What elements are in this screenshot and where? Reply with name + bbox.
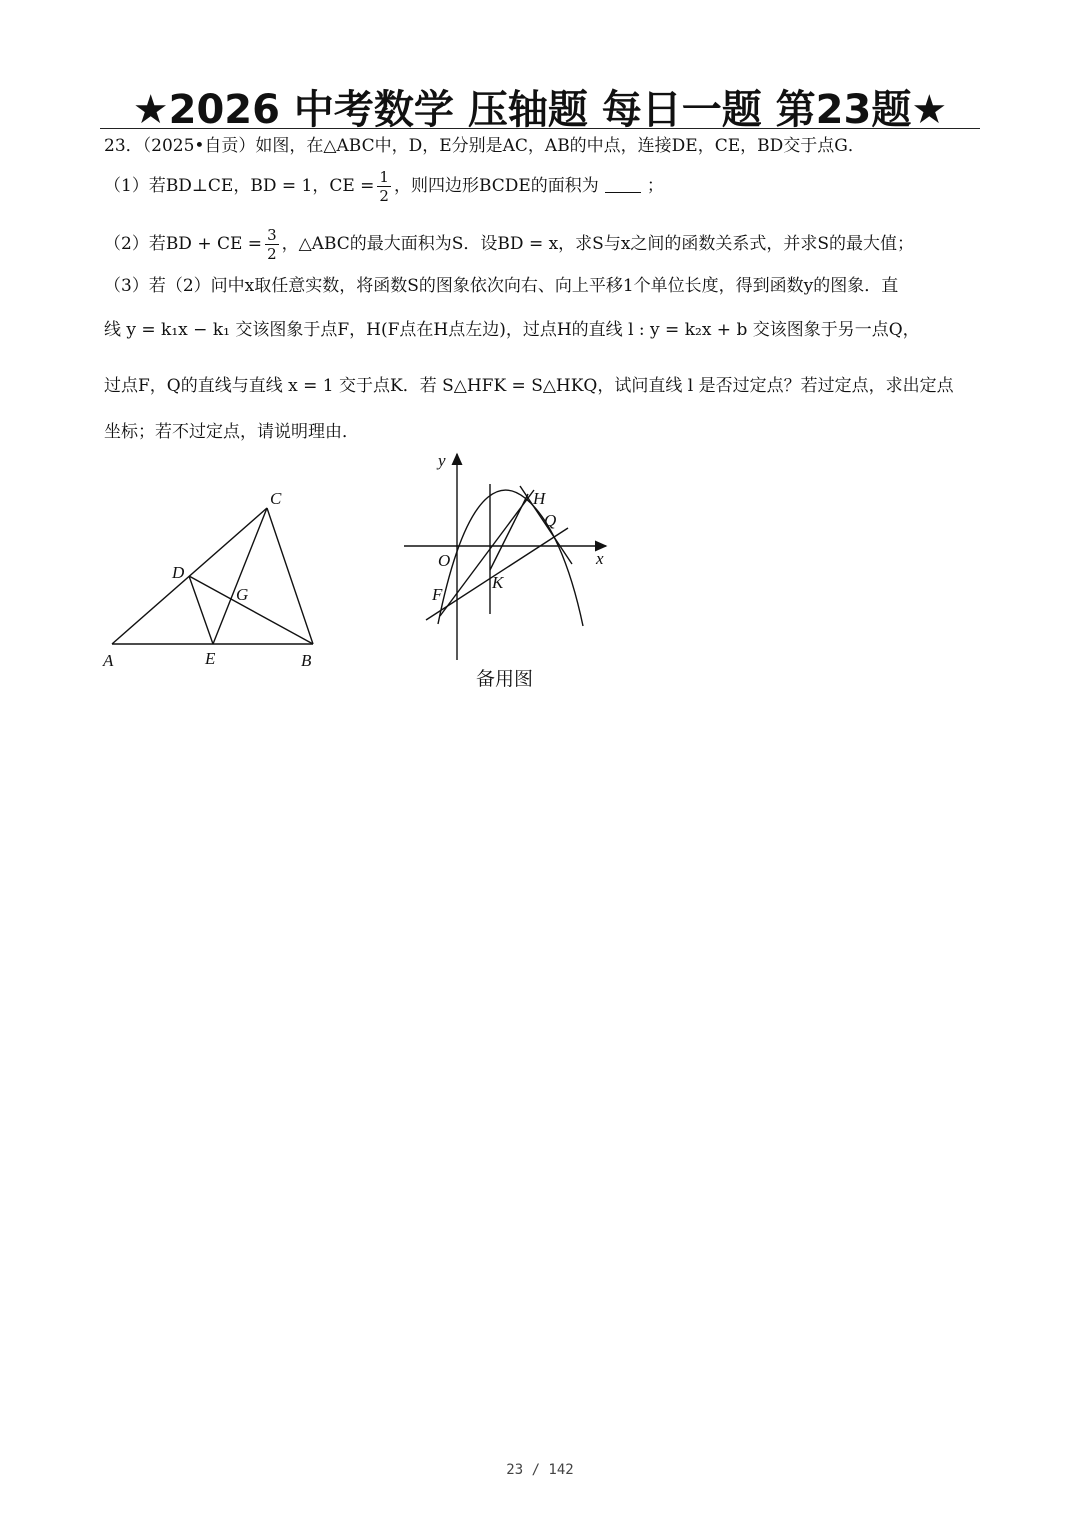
part1-text-b: ，则四边形BCDE的面积为: [393, 176, 599, 196]
label-q: Q: [544, 511, 557, 530]
label-d: D: [172, 563, 185, 582]
segment-ce: [213, 508, 267, 644]
page-number: 23 / 142: [506, 1462, 574, 1478]
part1-text-a: （1）若BD⊥CE，BD = 1，CE =: [104, 176, 375, 196]
problem-part3-line3: 过点F，Q的直线与直线 x = 1 交于点K．若 S△HFK = S△HKQ，试问直线 l 是否过定点？若过定点，求出定点: [104, 376, 954, 396]
label-e: E: [205, 649, 216, 668]
problem-part3-line2: 线 y = k₁x − k₁ 交该图象于点F，H(F点在H点左边)，过点H的直线 l : y = k₂x + b 交该图象于另一点Q，: [104, 320, 920, 340]
label-a: A: [103, 651, 114, 670]
label-b: B: [301, 651, 312, 670]
label-c: C: [270, 489, 282, 508]
label-k: K: [492, 573, 504, 592]
fraction-numerator: 3: [267, 226, 277, 244]
fraction-denominator: 2: [267, 245, 277, 263]
problem-part3-line1: （3）若（2）问中x取任意实数，将函数S的图象依次向右、向上平移1个单位长度，得到函数y的图象．直: [104, 276, 899, 296]
fraction-three-halves: [265, 226, 279, 263]
part2-text-b: ，△ABC的最大面积为S．设BD = x，求S与x之间的函数关系式，并求S的最大值；: [281, 234, 915, 254]
label-x: x: [596, 549, 604, 568]
line-kh: [490, 494, 528, 570]
part1-text-c: ；: [646, 176, 664, 196]
fraction-denominator: 2: [379, 187, 389, 205]
fraction-numerator: 1: [379, 168, 389, 186]
triangle-figure: [100, 486, 340, 676]
parabola-curve: [438, 490, 583, 626]
label-g: G: [236, 585, 249, 604]
coordinate-figure: [400, 446, 620, 662]
title-divider: [100, 128, 980, 129]
segment-db: [189, 576, 313, 644]
problem-part2: [104, 226, 914, 263]
segment-de: [189, 576, 213, 644]
part2-text-a: （2）若BD + CE =: [104, 234, 263, 254]
figure-caption: 备用图: [476, 668, 534, 690]
problem-part3-line4: 坐标；若不过定点，请说明理由．: [104, 422, 359, 442]
segment-cb: [267, 508, 313, 644]
problem-intro: 23．（2025•自贡）如图，在△ABC中，D，E分别是AC，AB的中点，连接DE，CE，BD交于点G．: [104, 136, 865, 156]
label-y: y: [438, 451, 446, 470]
page-title: ★2026 中考数学 压轴题 每日一题 第23题★: [132, 87, 948, 133]
fraction-one-half: [377, 168, 391, 205]
label-h: H: [533, 489, 546, 508]
answer-blank: [605, 180, 641, 193]
problem-part1: [104, 168, 664, 205]
label-o: O: [438, 551, 451, 570]
label-f: F: [432, 585, 443, 604]
